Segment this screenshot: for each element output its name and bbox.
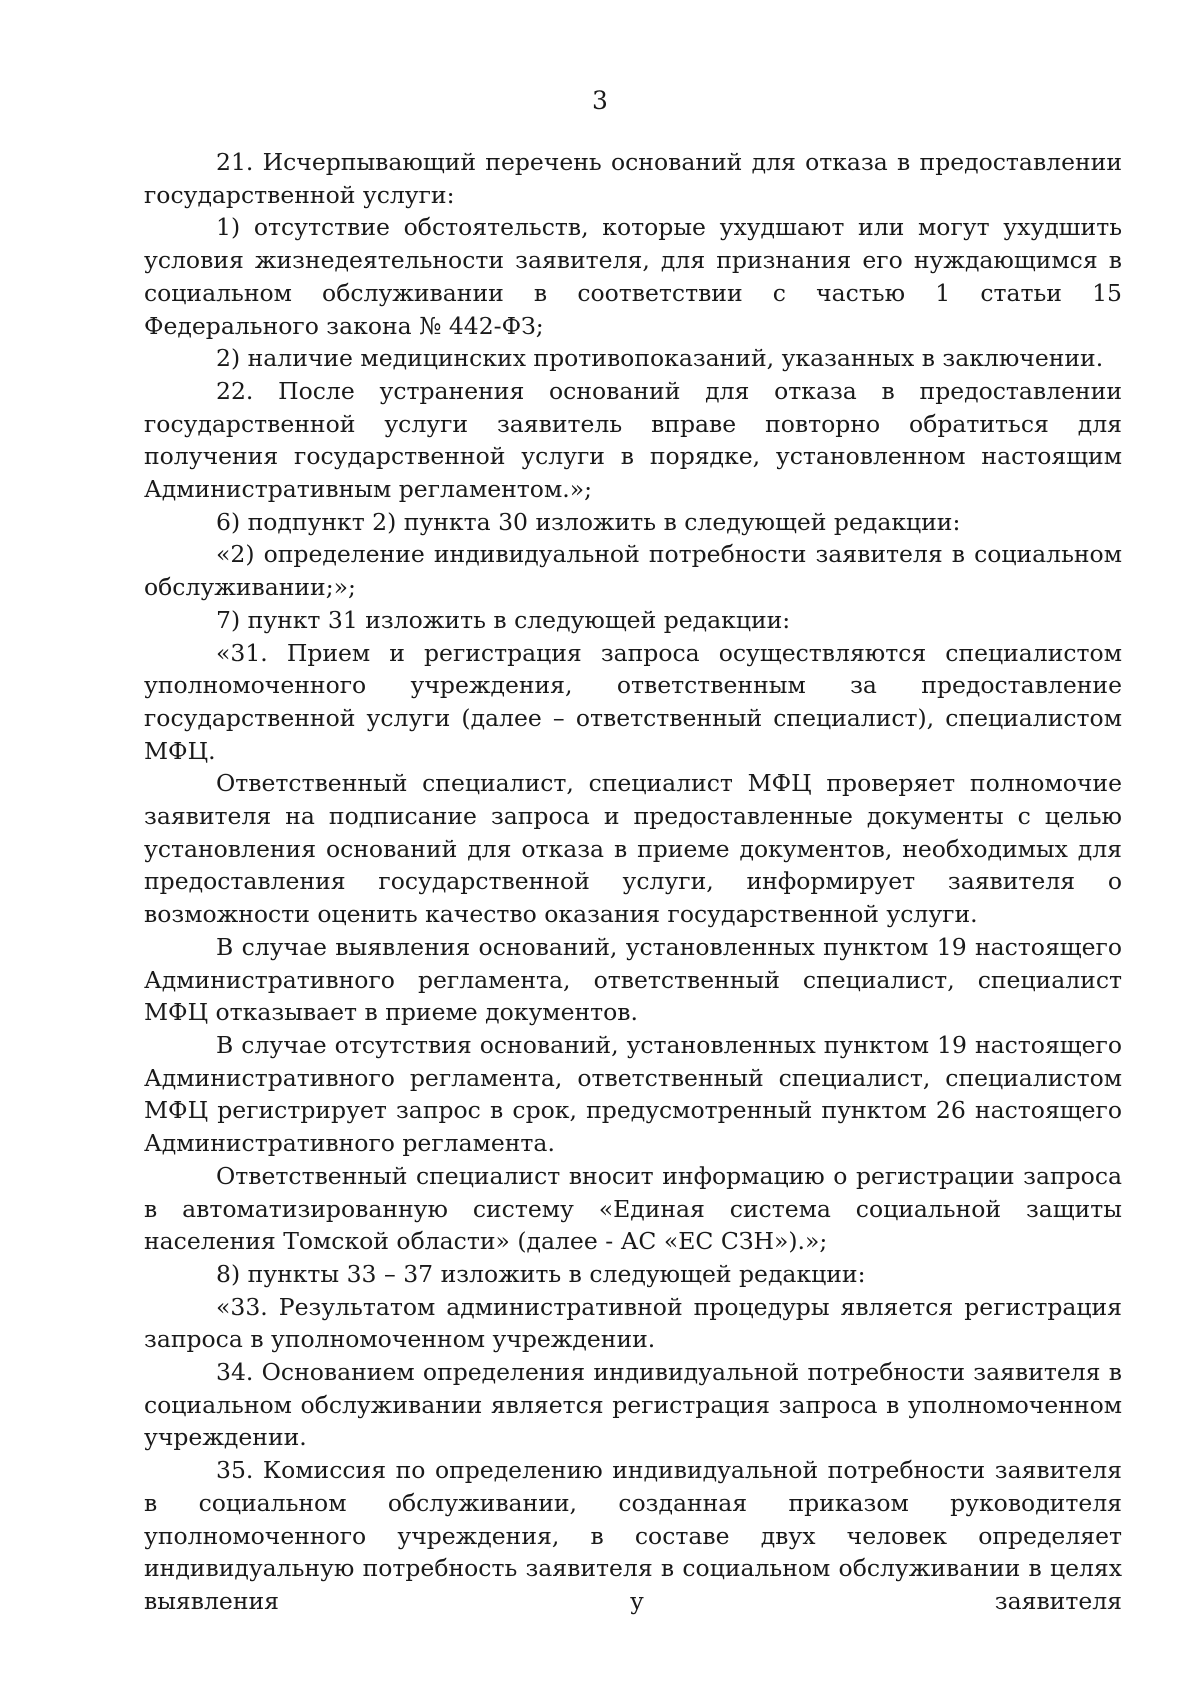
paragraph-21-item-1: 1) отсутствие обстоятельств, которые ухудшают или могут ухудшить условия жизнедеятельности заявителя, для признания его нуждающимся в социальном обслуживании в соответствии с частью 1 статьи 15 Федерального закона № 442-ФЗ; — [144, 213, 1122, 340]
paragraph-35: 35. Комиссия по определению индивидуальной потребности заявителя в социальном обслуживании, созданная приказом руководителя уполномоченного учреждения, в составе двух человек определяет индивидуальную потребность заявителя в социальном обслуживании в целях выявления у заявителя — [144, 1456, 1122, 1615]
paragraph-31-system-entry: Ответственный специалист вносит информацию о регистрации запроса в автоматизированную систему «Единая система социальной защиты населения Томской области» (далее - АС «ЕС СЗН»).»; — [144, 1161, 1122, 1256]
paragraph-22: 22. После устранения оснований для отказа в предоставлении государственной услуги заявитель вправе повторно обратиться для получения государственной услуги в порядке, установленном настоящим Административным регламентом.»; — [144, 376, 1122, 504]
amendment-8: 8) пункты 33 – 37 изложить в следующей редакции: — [216, 1259, 866, 1288]
paragraph-31-check: Ответственный специалист, специалист МФЦ проверяет полномочие заявителя на подписание запроса и предоставленные документы с целью установления оснований для отказа в приеме документов, необходимых для предоставления государственной услуги, информирует заявителя о возможности оценить качество оказания государственной услуги. — [144, 769, 1122, 929]
amendment-6-text: «2) определение индивидуальной потребности заявителя в социальном обслуживании;»; — [144, 540, 1122, 602]
paragraph-21-item-2: 2) наличие медицинских противопоказаний, указанных в заключении. — [216, 344, 1104, 373]
paragraph-31-registration: В случае отсутствия оснований, установленных пунктом 19 настоящего Административного регламента, ответственный специалист, специалистом МФЦ регистрирует запрос в срок, предусмотренный пунктом 26 настоящего Административного регламента. — [144, 1030, 1122, 1158]
paragraph-33: «33. Результатом административной процедуры является регистрация запроса в уполномоченном учреждении. — [144, 1292, 1122, 1354]
paragraph-21: 21. Исчерпывающий перечень оснований для отказа в предоставлении государственной услуги: — [144, 148, 1122, 209]
paragraph-31: «31. Прием и регистрация запроса осуществляются специалистом уполномоченного учреждения, ответственным за предоставление государственной услуги (далее – ответственный специалист), специалистом МФЦ. — [144, 638, 1122, 765]
amendment-6: 6) подпункт 2) пункта 30 изложить в следующей редакции: — [216, 507, 961, 536]
amendment-7: 7) пункт 31 изложить в следующей редакции: — [216, 605, 791, 634]
page-number: 3 — [592, 86, 608, 115]
paragraph-34: 34. Основанием определения индивидуальной потребности заявителя в социальном обслуживании является регистрация запроса в уполномоченном учреждении. — [144, 1358, 1122, 1452]
paragraph-31-refusal: В случае выявления оснований, установленных пунктом 19 настоящего Административного регламента, ответственный специалист, специалист МФЦ отказывает в приеме документов. — [144, 932, 1122, 1027]
document-body — [144, 146, 1122, 1618]
